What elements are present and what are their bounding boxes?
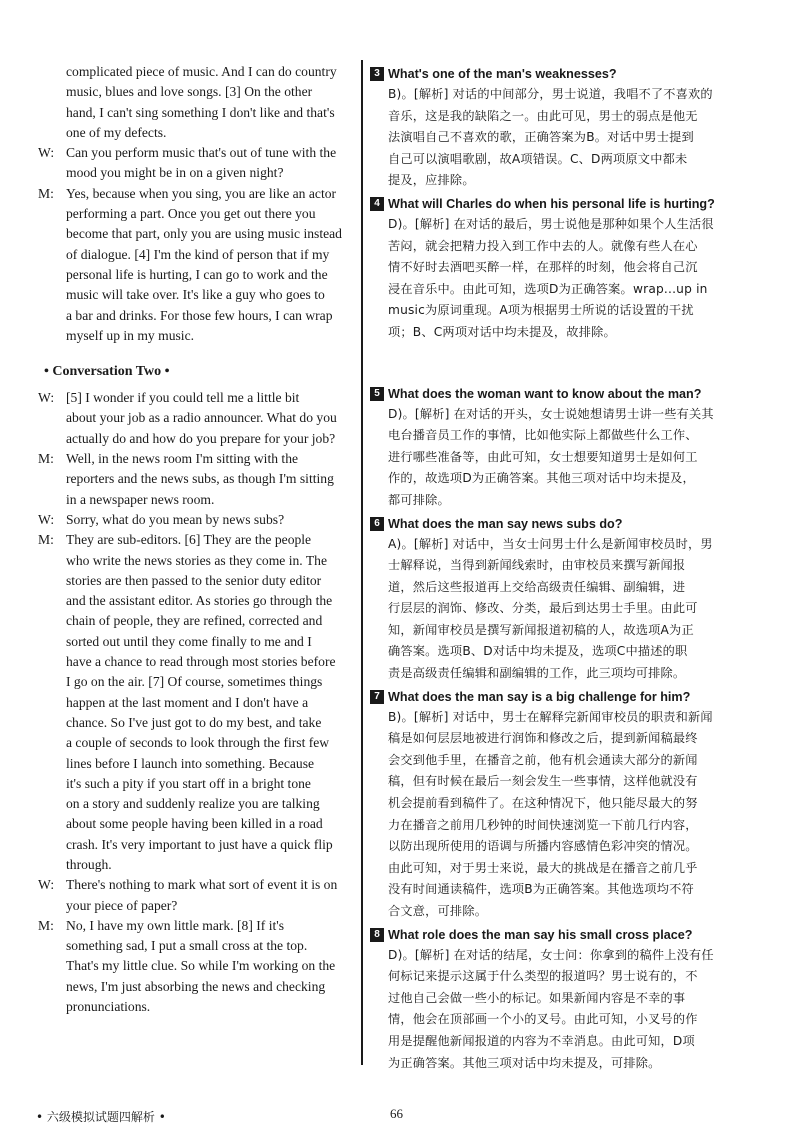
transcript-line: Yes, because when you sing, you are like an actor: [66, 185, 337, 201]
transcript-line: who write the news stories as they come in. The: [66, 552, 327, 568]
dialogue-text: [66, 530, 350, 875]
transcript-line: of dialogue. [4] I'm the kind of person that if my: [66, 246, 330, 262]
explanation-line: D)。[解析] 在对话的最后，男士说他是那种如果个人生活很: [388, 216, 714, 231]
column-divider: [361, 60, 363, 1065]
dialogue-text: [66, 143, 350, 184]
speaker-label: M:: [38, 917, 54, 933]
section-title: • Conversation Two •: [44, 364, 170, 380]
transcript-line: in a newspaper news room.: [66, 491, 215, 507]
explanation-line: 提及，应排除。: [388, 173, 475, 188]
explanation-line: 稿，但有时候在最后一刻会发生一些事情，这样他就没有: [388, 774, 698, 789]
explanation-line: 都可排除。: [388, 492, 450, 507]
explanation-line: 以防出现所使用的语调与所播内容感情色彩冲突的情况。: [388, 839, 698, 854]
conversation-one-turns: [38, 143, 350, 346]
transcript-line: your piece of paper?: [66, 897, 178, 913]
answer-explanations-column: [370, 62, 770, 1074]
question-number-badge: 5: [370, 387, 384, 401]
explanation-line: 机会提前看到稿件了。在这种情况下，他只能尽最大的努: [388, 796, 698, 811]
explanation-line: 自己可以演唱歌剧，故A项错误。C、D两项原文中都未: [388, 151, 688, 166]
transcript-line: No, I have my own little mark. [8] If it's: [66, 917, 285, 933]
question-heading: [370, 64, 770, 84]
explanation-line: D)。[解析] 在对话的结尾，女士问：你拿到的稿件上没有任: [388, 947, 714, 962]
transcript-line: a bar and drinks. For those few hours, I can wrap: [66, 307, 333, 323]
transcript-line: mood you might be in on a given night?: [66, 165, 284, 181]
speaker-label: M:: [38, 451, 54, 467]
explanation-line: B)。[解析] 对话的中间部分，男士说道，我唱不了不喜欢的: [388, 87, 713, 101]
speaker-label: M:: [38, 532, 54, 548]
dialogue-turn: [38, 875, 350, 916]
transcript-line: music, blues and love songs. [3] On the other: [66, 84, 313, 100]
explanation-line: 责是高级责任编辑和副编辑的工作，此三项均可排除。: [388, 666, 686, 681]
transcript-line: Well, in the news room I'm sitting with the: [66, 451, 299, 467]
speaker-label: W:: [38, 390, 55, 406]
explanation-line: 情，他会在顶部画一个小的叉号。由此可知，小叉号的作: [388, 1012, 698, 1027]
explanation-line: 作的，故选项D为正确答案。其他三项对话中均未提及，: [388, 471, 695, 486]
dialogue-turn: [38, 184, 350, 346]
explanation-line: 士解释说，当得到新闻线索时，由审校员来撰写新闻报: [388, 558, 686, 573]
transcript-line: something sad, I put a small cross at the top.: [66, 938, 308, 954]
dialogue-text: [66, 449, 350, 510]
explanation-line: 法演唱自己不喜欢的歌，正确答案为B。对话中男士提到: [388, 130, 694, 145]
transcript-line: about your job as a radio announcer. What do you: [66, 410, 337, 426]
explanation-line: 情不好时去酒吧买醉一样，在那样的时刻，他会将自己沉: [388, 260, 698, 275]
question-heading: [370, 925, 770, 945]
explanation-line: 确答案。选项B、D对话中均未提及，选项C中描述的职: [388, 644, 688, 659]
transcript-line: myself up in my music.: [66, 327, 194, 343]
transcript-line: I go on the air. [7] Of course, sometimes things: [66, 674, 323, 690]
explanation-line: A)。[解析] 对话中，当女士问男士什么是新闻审校员时，男: [388, 536, 713, 551]
transcript-line: actually do and how do you prepare for your job?: [66, 430, 336, 446]
question-heading: [370, 687, 770, 707]
transcript-line: [5] I wonder if you could tell me a little bit: [66, 390, 300, 406]
conversation-two-turns: [38, 388, 350, 1017]
explanation-line: 没有时间通读稿件，选项B为正确答案。其他选项均不符: [388, 882, 694, 897]
question-heading: [370, 384, 770, 404]
transcript-line: personal life is hurting, I can go to work and the: [66, 266, 328, 282]
explanation-line: 行层层的润饰、修改、分类，最后到达男士手里。由此可: [388, 601, 698, 616]
transcript-line: have a chance to read through most stories before: [66, 654, 336, 670]
footer-label: • 六级模拟试题四解析 •: [36, 1110, 166, 1124]
dialogue-text: [66, 916, 350, 1017]
explanation-line: 进行哪些准备等，由此可知，女士想要知道男士是如何工: [388, 449, 698, 464]
explanation-line: 稿是如何层层地被进行润饰和修改之后，提到新闻稿最终: [388, 731, 698, 746]
speaker-label: M:: [38, 185, 54, 201]
question-number-badge: 8: [370, 928, 384, 942]
transcript-line: complicated piece of music. And I can do country: [66, 64, 337, 79]
dialogue-text: [66, 388, 350, 449]
transcript-line: Sorry, what do you mean by news subs?: [66, 511, 285, 527]
transcript-line: pronunciations.: [66, 999, 151, 1015]
transcript-line: and the assistant editor. As stories go through the: [66, 593, 333, 609]
explanation-line: 合文意，可排除。: [388, 904, 488, 918]
transcript-line: it's such a pity if you start off in a bright tone: [66, 775, 311, 791]
transcript-line: hand, I can't sing something I don't like and that's: [66, 104, 335, 120]
transcript-line: performing a part. Once you get out there you: [66, 206, 316, 222]
explanation-line: 过他自己会做一些小的标记。如果新闻内容是不幸的事: [388, 990, 686, 1005]
transcript-line: music will take over. It's like a guy who goes to: [66, 287, 325, 303]
transcript-line: There's nothing to mark what sort of event it is on: [66, 877, 338, 893]
explanation-line: 由此可知，对于男士来说，最大的挑战是在播音之前几乎: [388, 860, 698, 875]
explanation-line: 为正确答案。其他三项对话中均未提及，可排除。: [388, 1055, 661, 1070]
explanation-line: 浸在音乐中。由此可知，选项D为正确答案。wrap...up in: [388, 281, 708, 296]
question-number-badge: 7: [370, 690, 384, 704]
answer-explanation: [370, 214, 770, 344]
dialogue-turn: [38, 510, 350, 530]
question-heading: [370, 514, 770, 534]
answer-explanation: [370, 707, 770, 923]
transcript-line: happen at the last moment and I don't have a: [66, 694, 309, 710]
transcript-line: a couple of seconds to look through the first few: [66, 735, 330, 751]
dialogue-text: [66, 510, 350, 530]
explanation-line: B)。[解析] 对话中，男士在解释完新闻审校员的职责和新闻: [388, 709, 713, 724]
transcript-line: news, I'm just absorbing the news and checking: [66, 978, 326, 994]
transcript-line: That's my little clue. So while I'm working on the: [66, 958, 336, 974]
explanation-line: 苦闷，就会把精力投入到工作中去的人。就像有些人在心: [388, 238, 698, 253]
section-gap: [370, 344, 770, 382]
question-number-badge: 4: [370, 197, 384, 211]
question-text: What does the man say is a big challenge for him?: [388, 689, 691, 704]
transcript-line: stories are then passed to the senior duty editor: [66, 572, 322, 588]
transcript-line: reporters and the news subs, as though I'm sitting: [66, 471, 334, 487]
page-number: 66: [390, 1106, 403, 1121]
speaker-label: W:: [38, 145, 55, 161]
explanation-line: 电台播音员工作的事情，比如他实际上都做些什么工作、: [388, 428, 698, 443]
explanation-line: 项；B、C两项对话中均未提及，故排除。: [388, 324, 616, 339]
dialogue-text: [66, 875, 350, 916]
transcript-line: become that part, only you are using music instead: [66, 226, 342, 242]
transcript-line: about some people having been killed in a road: [66, 816, 323, 832]
question-text: What does the man say news subs do?: [388, 516, 623, 531]
dialogue-turn: [38, 449, 350, 510]
transcript-column: [38, 62, 350, 1017]
explanation-line: D)。[解析] 在对话的开头，女士说她想请男士讲一些有关其: [388, 406, 714, 421]
transcript-line: through.: [66, 856, 112, 872]
question-heading: [370, 194, 770, 214]
question-number-badge: 3: [370, 67, 384, 81]
speaker-label: W:: [38, 877, 55, 893]
question-text: What role does the man say his small cross place?: [388, 927, 693, 942]
dialogue-turn: [38, 530, 350, 875]
explanation-line: 会交到他手里，在播音之前，他有机会通读大部分的新闻: [388, 752, 698, 767]
question-text: What will Charles do when his personal life is hurting?: [388, 196, 715, 211]
explanation-line: music为原词重现。A项为根据男士所说的话设置的干扰: [388, 303, 694, 318]
explanation-line: 力在播音之前用几秒钟的时间快速浏览一下前几行内容，: [388, 817, 698, 832]
explanation-line: 何标记来提示这属于什么类型的报道吗？男士说有的，不: [388, 969, 698, 984]
transcript-line: chain of people, they are refined, corrected and: [66, 613, 323, 629]
explanation-line: 知，新闻审校员是撰写新闻报道初稿的人，故选项A为正: [388, 622, 694, 637]
answer-explanation: [370, 534, 770, 685]
dialogue-turn: [38, 388, 350, 449]
transcript-line: They are sub-editors. [6] They are the people: [66, 532, 312, 548]
transcript-line: one of my defects.: [66, 124, 167, 140]
dialogue-turn: [38, 143, 350, 184]
question-text: What's one of the man's weaknesses?: [388, 67, 617, 81]
question-number-badge: 6: [370, 517, 384, 531]
answer-explanation: [370, 945, 770, 1075]
transcript-line: sorted out until they come finally to me and I: [66, 633, 312, 649]
answer-explanation: [370, 84, 770, 192]
question-text: What does the woman want to know about the man?: [388, 386, 702, 401]
speaker-label: W:: [38, 511, 55, 527]
transcript-line: Can you perform music that's out of tune with the: [66, 145, 337, 161]
transcript-continuation: [38, 62, 350, 143]
explanation-line: 道，然后这些报道再上交给高级责任编辑、副编辑，进: [388, 579, 686, 594]
transcript-line: on a story and suddenly realize you are talking: [66, 796, 320, 812]
explanation-line: 音乐，这是我的缺陷之一。由此可见，男士的弱点是他无: [388, 108, 698, 123]
dialogue-turn: [38, 916, 350, 1017]
dialogue-text: [66, 184, 350, 346]
transcript-line: chance. So I've just got to do my best, and take: [66, 714, 322, 730]
transcript-line: lines before I launch into something. Because: [66, 755, 315, 771]
explanation-line: 用是提醒他新闻报道的内容为不幸消息。由此可知，D项: [388, 1033, 695, 1048]
answer-explanation: [370, 404, 770, 512]
transcript-line: crash. It's very important to just have a quick flip: [66, 836, 333, 852]
